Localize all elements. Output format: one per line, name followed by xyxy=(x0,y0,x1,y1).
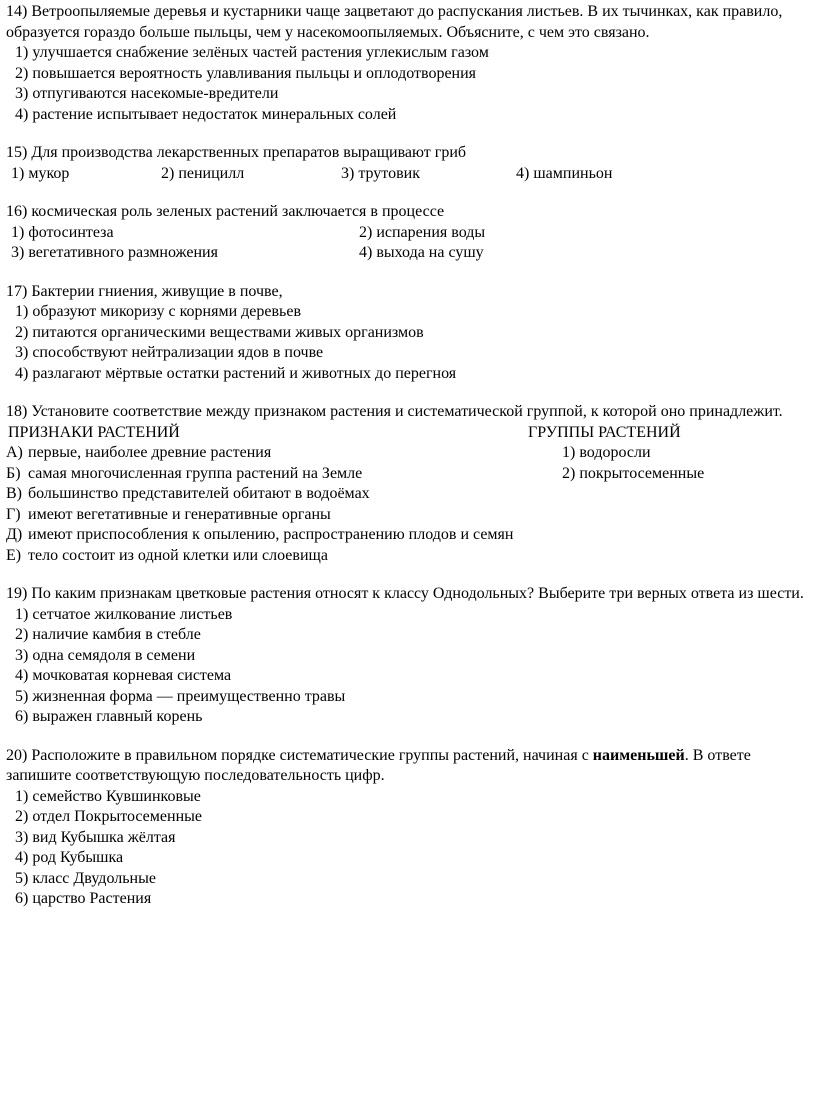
question-19 xyxy=(6,584,806,728)
question-18-row xyxy=(6,505,806,526)
question-20-option-4: 4) род Кубышка xyxy=(15,849,124,866)
question-18-row-text: самая многочисленная группа растений на Земле xyxy=(28,464,363,482)
question-18-row-letter: Д) xyxy=(6,526,23,543)
question-18-row-text: тело состоит из одной клетки или слоевища xyxy=(28,546,328,564)
question-14-option-1: 1) улучшается снабжение зелёных частей растения углекислым газом xyxy=(15,44,489,61)
question-18-row-group: 1) водоросли xyxy=(562,444,651,461)
question-18-row-text: большинство представителей обитают в водоёмах xyxy=(28,485,370,502)
question-20 xyxy=(6,746,806,910)
question-20-stem xyxy=(6,746,806,787)
question-17-option-2: 2) питаются органическими веществами живых организмов xyxy=(15,323,424,341)
question-16-options-row-2 xyxy=(6,243,806,264)
question-20-option-5: 5) класс Двудольные xyxy=(15,869,156,887)
question-18 xyxy=(6,402,806,566)
question-17-stem: 17) Бактерии гниения, живущие в почве, xyxy=(6,282,283,300)
question-17-option-3: 3) способствуют нейтрализации ядов в почве xyxy=(15,344,324,361)
question-18-row xyxy=(6,484,806,505)
question-18-row xyxy=(6,464,806,485)
question-20-option-6: 6) царство Растения xyxy=(15,890,152,907)
question-18-row-text: имеют приспособления к опылению, распространению плодов и семян xyxy=(28,526,514,543)
question-19-option-2: 2) наличие камбия в стебле xyxy=(15,626,201,643)
question-16-stem: 16) космическая роль зеленых растений заключается в процессе xyxy=(6,203,445,220)
question-15-options xyxy=(6,164,806,185)
question-15-option-3: 3) трутовик xyxy=(341,164,420,182)
question-17 xyxy=(6,282,806,385)
question-15-option-2: 2) пеницилл xyxy=(161,164,245,182)
question-15-option-4: 4) шампиньон xyxy=(516,164,613,182)
question-20-option-1: 1) семейство Кувшинковые xyxy=(15,787,201,805)
question-18-row-letter: Г) xyxy=(6,505,21,523)
question-20-option-2: 2) отдел Покрытосеменные xyxy=(15,808,202,825)
question-18-left-header: ПРИЗНАКИ РАСТЕНИЙ xyxy=(8,423,180,441)
question-18-row-text: первые, наиболее древние растения xyxy=(28,444,272,461)
question-18-headers xyxy=(6,423,806,444)
question-17-option-4: 4) разлагают мёртвые остатки растений и животных до перегноя xyxy=(15,364,457,382)
question-15 xyxy=(6,143,806,184)
question-18-row-text: имеют вегетативные и генеративные органы xyxy=(28,505,331,523)
question-16-options-row-1 xyxy=(6,223,806,244)
question-18-row xyxy=(6,546,806,567)
question-18-row-letter: А) xyxy=(6,444,23,461)
question-18-right-header: ГРУППЫ РАСТЕНИЙ xyxy=(528,423,681,441)
question-19-option-4: 4) мочковатая корневая система xyxy=(15,667,232,684)
question-18-row-letter: В) xyxy=(6,485,22,502)
question-16 xyxy=(6,202,806,264)
question-19-stem: 19) По каким признакам цветковые растения относят к классу Однодольных? Выберите три верных ответа из шести. xyxy=(6,585,804,602)
question-18-row xyxy=(6,525,806,546)
question-18-row-letter: Б) xyxy=(6,464,21,482)
question-14 xyxy=(6,2,806,125)
question-20-stem-end: . В ответе запишите соответствующую последовательность цифр. xyxy=(6,746,751,784)
question-18-stem: 18) Установите соответствие между признаком растения и систематической группой, к которой оно принадлежит. xyxy=(6,403,783,420)
document-page xyxy=(0,2,816,1098)
question-18-row-letter: Е) xyxy=(6,546,22,564)
question-20-stem-start: 20) Расположите в правильном порядке систематические группы растений, начиная с xyxy=(6,746,593,764)
question-16-option-1: 1) фотосинтеза xyxy=(11,223,114,241)
question-20-option-3: 3) вид Кубышка жёлтая xyxy=(15,828,176,846)
question-20-stem-emphasis: наименьшей xyxy=(592,746,685,764)
question-19-option-3: 3) одна семядоля в семени xyxy=(15,646,196,664)
question-18-row-group: 2) покрытосеменные xyxy=(562,464,705,482)
question-14-option-3: 3) отпугиваются насекомые-вредители xyxy=(15,85,279,102)
question-19-option-6: 6) выражен главный корень xyxy=(15,708,203,725)
question-15-option-1: 1) мукор xyxy=(11,164,70,182)
question-19-option-5: 5) жизненная форма — преимущественно травы xyxy=(15,687,346,705)
question-14-option-2: 2) повышается вероятность улавливания пыльцы и оплодотворения xyxy=(15,64,477,82)
question-17-option-1: 1) образуют микоризу с корнями деревьев xyxy=(15,303,302,320)
question-15-stem: 15) Для производства лекарственных препаратов выращивают гриб xyxy=(6,144,467,161)
question-18-row xyxy=(6,443,806,464)
question-19-option-1: 1) сетчатое жилкование листьев xyxy=(15,605,233,623)
question-16-option-3: 3) вегетативного размножения xyxy=(11,244,218,261)
question-16-option-2: 2) испарения воды xyxy=(359,223,486,241)
question-16-option-4: 4) выхода на сушу xyxy=(359,244,484,261)
question-14-stem: 14) Ветроопыляемые деревья и кустарники чаще зацветают до распускания листьев. В их тычинках, как правило, образуется гораздо больше пыльцы, чем у насекомоопыляемых. Объясните, с чем это связано. xyxy=(6,3,783,41)
question-14-option-4: 4) растение испытывает недостаток минеральных солей xyxy=(15,105,397,123)
